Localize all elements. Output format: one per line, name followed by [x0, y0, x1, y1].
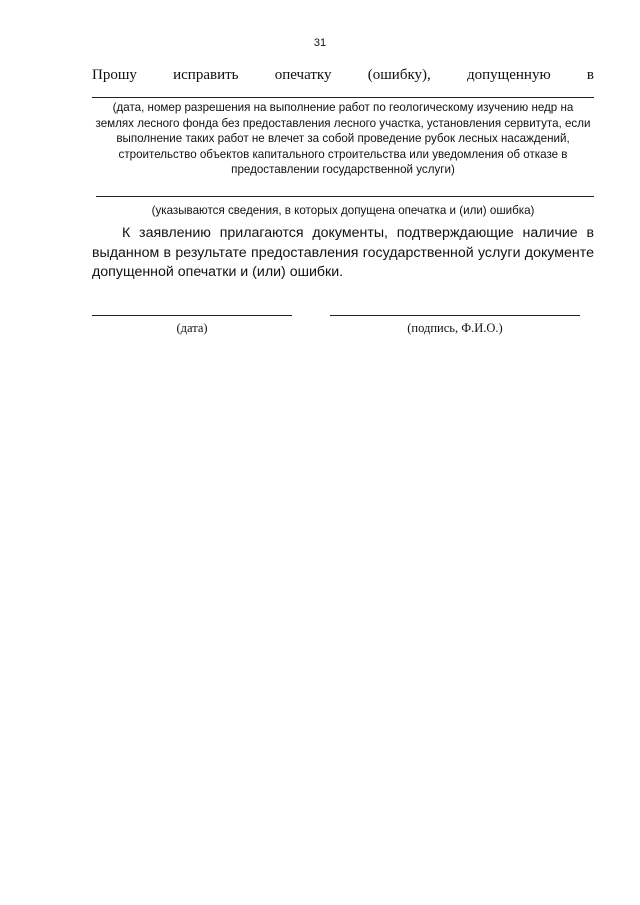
error-info-fill-line[interactable]: [96, 196, 594, 197]
request-word: (ошибку),: [367, 67, 431, 83]
page-number: 31: [313, 37, 327, 49]
request-word: допущенную: [467, 67, 551, 83]
attachment-paragraph: К заявлению прилагаются документы, подтверждающие наличие в выданном в результате предоставления государственной услуги документе допущенной опечатки и (или) ошибки.: [92, 225, 594, 281]
date-caption: (дата): [176, 321, 208, 335]
request-word: опечатку: [274, 67, 332, 83]
permit-field-hint: (дата, номер разрешения на выполнение работ по геологическому изучению недр на землях лесного фонда без предоставления лесного участка, установления сервитута, если выполнение таких работ не влечет за собой проведение рубок лесных насаждений, строительство объектов капитального строительства или уведомления об отказе в предоставлении государственной услуги): [95, 101, 591, 176]
request-word: Прошу: [92, 67, 137, 83]
signature-caption: (подпись, Ф.И.О.): [407, 321, 503, 335]
permit-fill-line[interactable]: [92, 97, 594, 98]
signature-fill-line[interactable]: [330, 315, 580, 316]
date-fill-line[interactable]: [92, 315, 292, 316]
request-sentence: [92, 67, 594, 84]
error-info-field-hint: (указываются сведения, в которых допущена опечатка и (или) ошибка): [151, 204, 535, 217]
request-word: исправить: [173, 67, 239, 83]
request-word: в: [586, 67, 594, 83]
